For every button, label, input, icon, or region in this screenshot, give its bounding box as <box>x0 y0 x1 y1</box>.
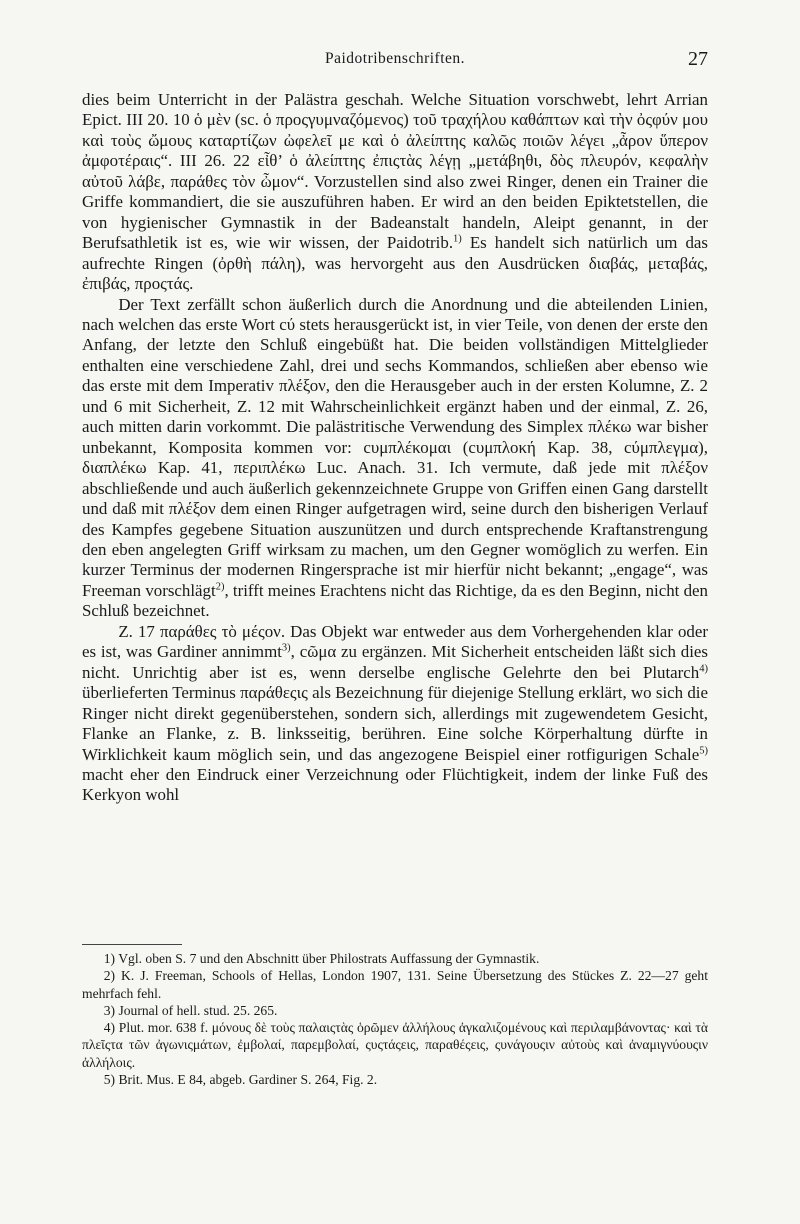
paragraph <box>82 622 708 806</box>
paragraph <box>82 295 708 622</box>
footnote: 2) K. J. Freeman, Schools of Hellas, London 1907, 131. Seine Übersetzung des Stückes Z. 22—27 geht mehrfach fehl. <box>82 968 708 1001</box>
running-title: Paidotribenschriften. <box>324 50 466 67</box>
text-segment: , cῶμα zu ergänzen. Mit Sicherheit entscheiden läßt sich dies nicht. Unrichtig aber ist es, wenn derselbe englische Gelehrte den bei Plutarch <box>82 642 708 682</box>
text-segment: Z. 17 παράθες τὸ μέςον. Das Objekt war entweder aus dem Vorhergehenden klar oder es ist, was Gardiner annimmt <box>82 621 708 662</box>
footnote: 4) Plut. mor. 638 f. μόνους δὲ τοὺς παλαιςτὰς ὁρῶμεν ἀλλήλους ἀγκαλιζομένους καὶ περιλαμβάνοντας· καὶ τὰ πλεῖςτα τῶν ἀγωνιςμάτων, ἐμβολαί, παρεμβολαί, ςυςτάςεις, παραθέςεις, ςυνάγουςιν αὐτοὺς καὶ ἀναμιγνύουςιν ἀλλήλοις. <box>82 1020 708 1070</box>
paragraph <box>82 90 708 295</box>
footnote-rule <box>82 944 182 945</box>
footnote-reference: 1) <box>453 233 462 245</box>
text-segment: Der Text zerfällt schon äußerlich durch die Anordnung und die abteilenden Linien, nach welchen das erste Wort cύ stets herausgerückt ist, in vier Teile, von denen der erste den Anfang, der letzte den Schluß eingebüßt hat. Die beiden vollständigen Mittelglieder enthalten eine verschiedene Zahl, drei und sechs Kommandos, schließen aber ebenso wie das erste mit dem Imperativ πλέξον, den die Herausgeber auch in der ersten Kolumne, Z. 2 und 6 mit Sicherheit, Z. 12 mit Wahrscheinlichkeit ergänzt haben und der einmal, Z. 26, auch mitten darin vorkommt. Die palästritische Verwendung des Simplex πλέκω war bisher unbekannt, Komposita kommen vor: cυμπλέκομαι (cυμπλοκή Kap. 38, cύμπλεγμα), διαπλέκω Kap. 41, περιπλέκω Luc. Anach. 31. Ich vermute, daß jede mit πλέξον abschließende und auch äußerlich gekennzeichnete Gruppe von Griffen einen Gang darstellt und daß mit πλέξον dem einen Ringer aufgetragen wird, seine durch den bisherigen Verlauf des Kampfes gegebene Situation auszunützen und durch entsprechende Kraftanstrengung den eben angelegten Griff wirksam zu machen, um den Gegner womöglich zu werfen. Ein kurzer Terminus der modernen Ringersprache ist mir hierfür nicht bekannt; „engage“, was Freeman vorschlägt <box>82 294 708 600</box>
body-text <box>82 90 708 806</box>
footnote: 1) Vgl. oben S. 7 und den Abschnitt über Philostrats Auffassung der Gymnastik. <box>103 951 540 966</box>
footnote: 3) Journal of hell. stud. 25. 265. <box>103 1002 278 1018</box>
running-head <box>82 50 708 72</box>
text-segment: überlieferten Terminus παράθεςις als Bezeichnung für diejenige Stellung erklärt, wo sich die Ringer nicht direkt gegenüberstehen, sondern sich, allerdings mit zugewendetem Gesicht, Flanke an Flanke, z. B. linksseitig, berühren. Eine solche Körperhaltung dürfte in Wirklichkeit kaum möglich sein, und das angezogene Beispiel einer rotfigurigen Schale <box>82 683 708 764</box>
text-segment: dies beim Unterricht in der Palästra geschah. Welche Situation vorschwebt, lehrt Arrian Epict. III 20. 10 ὁ μὲν (sc. ὁ προςγυμναζόμενος) τοῦ τραχήλου καθάπτων καὶ τὴν ὀςφύν μου καὶ τοὺς ὤμους καταρτίζων ὠφελεῖ με καὶ ὁ ἀλείπτης καλῶς ποιῶν λέγει „ἆρον ὕπερον ἀμφοτέραις“. III 26. 22 εἶθ’ ὁ ἀλείπτης ἐπιςτὰς λέγῃ „μετάβηθι, δὸς πλευρόν, κεφαλὴν αὐτοῦ λάβε, παράθες τὸν ὦμον“. Vorzustellen sind also zwei Ringer, denen ein Trainer die Griffe kommandiert, die sie auszuführen haben. Er wird an den beiden Epiktetstellen, die von hygienischer Gymnastik in der Badeanstalt handeln, Aleipt genannt, in der Berufsathletik ist es, wie wir wissen, der Paidotrib. <box>82 90 708 253</box>
footnote: 5) Brit. Mus. E 84, abgeb. Gardiner S. 264, Fig. 2. <box>103 1072 378 1088</box>
footnote-reference: 5) <box>699 744 708 756</box>
footnotes <box>82 950 708 1088</box>
footnote-reference: 4) <box>699 663 708 675</box>
text-segment: Es handelt sich natürlich um das aufrechte Ringen (ὀρθὴ πάλη), was hervorgeht aus den Ausdrücken διαβάς, μεταβάς, ἐπιβάς, προςτάς. <box>82 233 708 294</box>
text-segment: , trifft meines Erachtens nicht das Richtige, da es den Beginn, nicht den Schluß bezeichnet. <box>82 580 708 621</box>
text-segment: macht eher den Eindruck einer Verzeichnung oder Flüchtigkeit, indem der linke Fuß des Kerkyon wohl <box>82 764 708 805</box>
page-number: 27 <box>688 48 708 70</box>
footnote-reference: 3) <box>281 642 291 654</box>
footnote-reference: 2) <box>215 581 225 593</box>
